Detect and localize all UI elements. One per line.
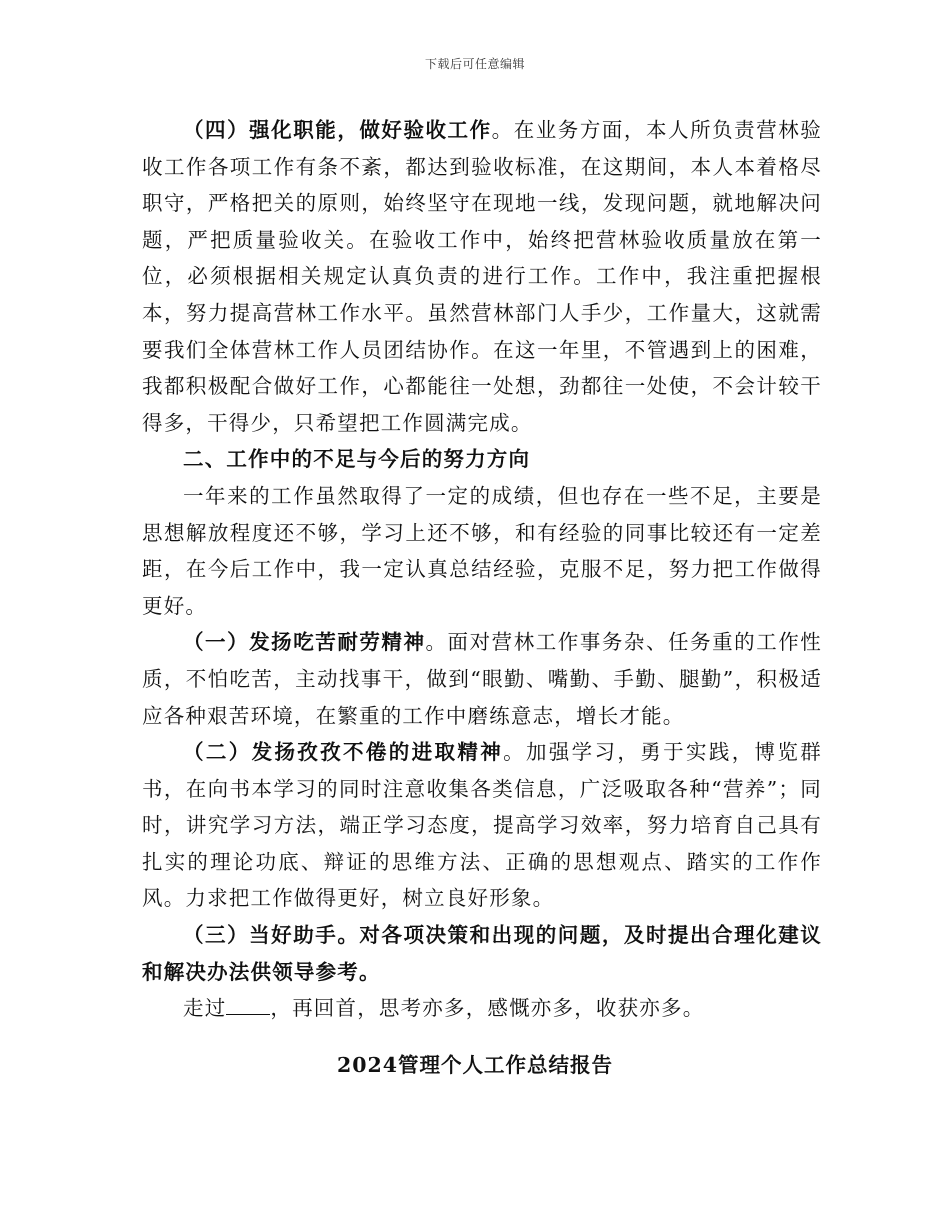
paragraph-good-assistant: （三）当好助手。对各项决策和出现的问题，及时提出合理化建议和解决办法供领导参考。 xyxy=(142,923,822,984)
paragraph-enterprising-spirit xyxy=(142,734,822,917)
paragraph-lead-bold: （一）发扬吃苦耐劳精神 xyxy=(183,630,426,655)
paragraph-lead-bold: （四）强化职能，做好验收工作 xyxy=(183,118,492,142)
document-body xyxy=(142,112,822,1027)
closing-text-after: ，再回首，思考亦多，感慨亦多，收获亦多。 xyxy=(270,996,705,1021)
page-header: 下载后可任意编辑 xyxy=(424,57,525,71)
paragraph-lead-bold: （二）发扬孜孜不倦的进取精神 xyxy=(183,740,504,765)
section-heading-shortcomings: 二、工作中的不足与今后的努力方向 xyxy=(183,447,531,472)
paragraph-text: 。面对营林工作事务杂、任务重的工作性质，不怕吃苦，主动找事干，做到“眼勤、嘴勤、手勤、腿勤”，积极适应各种艰苦环境，在繁重的工作中磨练意志，增长才能。 xyxy=(142,630,822,728)
paragraph-closing xyxy=(142,990,822,1027)
paragraph-shortcomings: 一年来的工作虽然取得了一定的成绩，但也存在一些不足，主要是思想解放程度还不够，学习上还不够，和有经验的同事比较还有一定差距，在今后工作中，我一定认真总结经验，克服不足，努力把工作做得更好。 xyxy=(142,483,822,618)
paragraph-text: 。加强学习，勇于实践，博览群书，在向书本学习的同时注意收集各类信息，广泛吸取各种“营养”；同时，讲究学习方法，端正学习态度，提高学习效率，努力培育自己具有扎实的理论功底、辩证的思维方法、正确的思想观点、踏实的工作作风。力求把工作做得更好，树立良好形象。 xyxy=(142,740,822,911)
paragraph-text: 。在业务方面，本人所负责营林验收工作各项工作有条不紊，都达到验收标准，在这期间，本人本着格尽职守，严格把关的原则，始终坚守在现地一线，发现问题，就地解决问题，严把质量验收关。在验收工作中，始终把营林验收质量放在第一位，必须根据相关规定认真负责的进行工作。工作中，我注重把握根本，努力提高营林工作水平。虽然营林部门人手少，工作量大，这就需要我们全体营林工作人员团结协作。在这一年里，不管遇到上的困难，我都积极配合做好工作，心都能往一处想，劲都往一处使，不会计较干得多，干得少，只希望把工作圆满完成。 xyxy=(142,118,822,435)
paragraph-strengthen-function xyxy=(142,112,822,441)
fill-in-blank xyxy=(226,996,270,1015)
paragraph-hardworking-spirit xyxy=(142,624,822,734)
report-title: 2024管理个人工作总结报告 xyxy=(336,1053,614,1077)
closing-text-before: 走过 xyxy=(183,996,227,1021)
